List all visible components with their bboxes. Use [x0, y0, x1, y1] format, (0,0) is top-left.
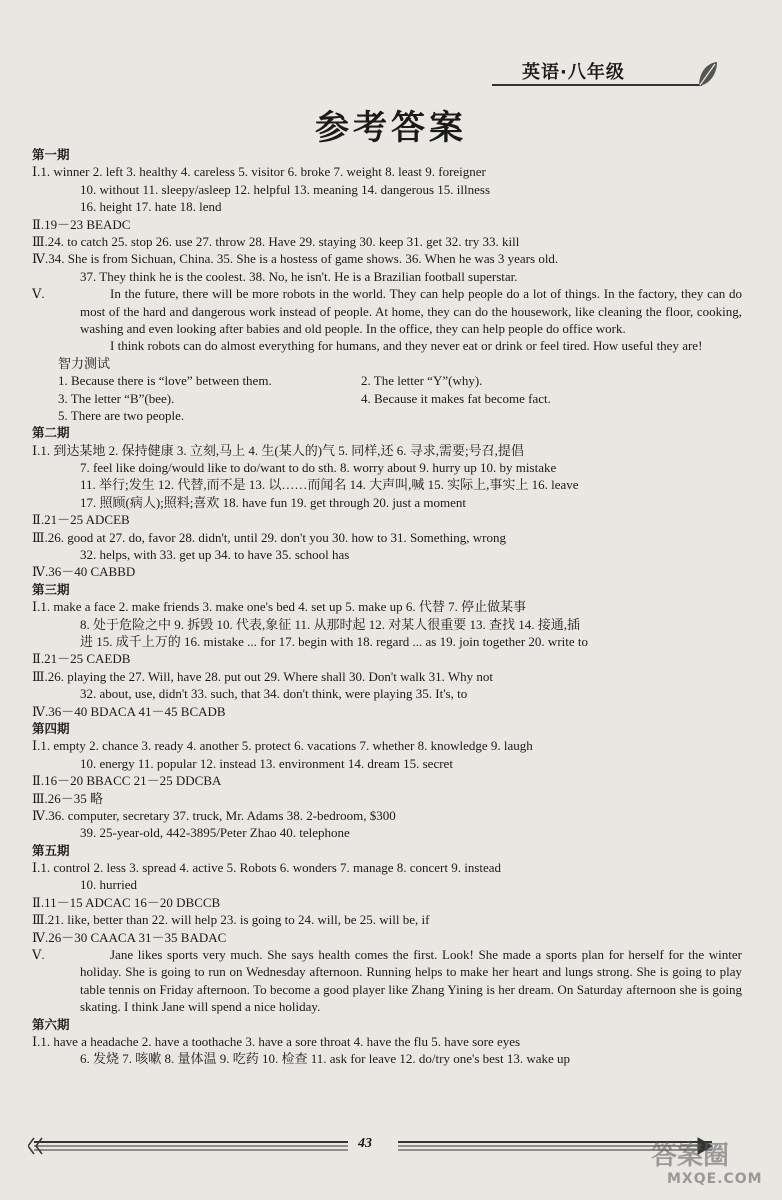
answer-line: Ⅱ.21－25 ADCEB: [32, 512, 130, 528]
quiz-row: [32, 407, 742, 424]
answer-line: Ⅱ.21－25 CAEDB: [32, 651, 131, 667]
quiz-answer: [361, 407, 741, 424]
watermark-text: 答案圈: [651, 1141, 730, 1171]
page-footer: [28, 1132, 718, 1162]
answer-line: 10. energy 11. popular 12. instead 13. environment 14. dream 15. secret: [80, 755, 453, 771]
quiz-answer: 1. Because there is “love” between them.: [58, 373, 272, 389]
quiz-row: [32, 390, 742, 407]
answer-line: Ⅲ.26－35 略: [32, 790, 104, 806]
quiz-answer: 3. The letter “B”(bee).: [58, 390, 175, 406]
answer-line: Ⅲ.26. good at 27. do, favor 28. didn't, until 29. don't you 30. how to 31. Something, wrong: [32, 529, 507, 545]
answer-line: Ⅰ.1. control 2. less 3. spread 4. active 5. Robots 6. wonders 7. manage 8. concert 9. instead: [32, 860, 502, 876]
answer-line: 17. 照顾(病人);照料;喜欢 18. have fun 19. get through 20. just a moment: [80, 494, 466, 510]
quiz-answer: 4. Because it makes fat become fact.: [361, 390, 551, 406]
answer-line: Ⅱ.16－20 BBACC 21－25 DDCBA: [32, 773, 222, 789]
quiz-subheading: 智力测试: [58, 355, 111, 371]
answer-line: Ⅰ.1. winner 2. left 3. healthy 4. careless 5. visitor 6. broke 7. weight 8. least 9. foreigner: [32, 164, 486, 180]
answer-line: Ⅳ.26－30 CAACA 31－35 BADAC: [32, 929, 227, 945]
answer-line: Ⅳ.36. computer, secretary 37. truck, Mr. Adams 38. 2-bedroom, $300: [32, 807, 396, 823]
essay-block: [32, 285, 742, 355]
answer-line: 32. helps, with 33. get up 34. to have 35. school has: [80, 547, 350, 563]
answers-content: [32, 146, 742, 1068]
answer-line: Ⅳ.36－40 CABBD: [32, 564, 136, 580]
answer-line: Ⅰ.1. 到达某地 2. 保持健康 3. 立刻,马上 4. 生(某人的)气 5. 同样,还 6. 寻求,需要;号召,提倡: [32, 442, 524, 458]
section-heading: 第三期: [32, 581, 70, 597]
answer-line: 6. 发烧 7. 咳嗽 8. 量体温 9. 吃药 10. 检查 11. ask for leave 12. do/try one's best 13. wake up: [80, 1051, 571, 1067]
answer-line: 进 15. 成千上万的 16. mistake ... for 17. begin with 18. regard ... as 19. join together 20. write to: [80, 634, 589, 649]
essay-paragraph: In the future, there will be more robots in the world. They can help people do a lot of things. In the factory, they can do most of the hard and dangerous work instead of people. At home, they can do the housework, like cleaning the floor, cooking, washing and even looking after babies and old people. In the office, they can help people do office work.: [80, 286, 742, 336]
header-rule: [492, 84, 702, 86]
essay-label: Ⅴ.: [32, 286, 45, 302]
answer-line: Ⅰ.1. empty 2. chance 3. ready 4. another 5. protect 6. vacations 7. whether 8. knowledge 9. laugh: [32, 738, 533, 754]
quiz-answer: 5. There are two people.: [58, 407, 185, 423]
essay-block: [32, 946, 742, 1016]
section-heading: 第一期: [32, 147, 70, 162]
page-title: 参考答案: [315, 108, 467, 148]
answer-line: 8. 处于危险之中 9. 拆毁 10. 代表,象征 11. 从那时起 12. 对某人很重要 13. 查找 14. 接通,插: [80, 616, 581, 632]
answer-line: Ⅱ.19－23 BEADC: [32, 216, 131, 232]
answer-line: Ⅲ.26. playing the 27. Will, have 28. put out 29. Where shall 30. Don't walk 31. Why not: [32, 668, 493, 684]
answer-line: 16. height 17. hate 18. lend: [80, 199, 222, 215]
answer-line: Ⅲ.21. like, better than 22. will help 23. is going to 24. will, be 25. will be, if: [32, 912, 430, 928]
answer-line: Ⅱ.11－15 ADCAC 16－20 DBCCB: [32, 894, 221, 910]
section-heading: 第二期: [32, 425, 70, 441]
answer-line: 32. about, use, didn't 33. such, that 34. don't think, were playing 35. It's, to: [80, 686, 468, 702]
leaf-ornament-icon: [697, 60, 719, 88]
section-heading: 第四期: [32, 720, 70, 736]
answer-line: 11. 举行;发生 12. 代替,而不是 13. 以……而闻名 14. 大声叫,喊 15. 实际上,事实上 16. leave: [80, 477, 579, 493]
essay-paragraph: Jane likes sports very much. She says health comes the first. Look! She made a sports plan for herself for the winter holiday. She is going to run on Wednesday afternoon. Running helps to make her heart and lungs strong. She is going to play table tennis on Friday afternoon. To become a good player like Zhang Yining is her dream. On Saturday afternoon she is going skating. I think Jane will spend a nice holiday.: [80, 947, 742, 1015]
watermark-domain: MXQE.COM: [667, 1171, 763, 1187]
section-heading: 第六期: [32, 1016, 70, 1032]
answer-line: Ⅰ.1. have a headache 2. have a toothache 3. have a sore throat 4. have the flu 5. have sore eyes: [32, 1034, 521, 1050]
quiz-row: [32, 372, 742, 389]
answer-line: 10. without 11. sleepy/asleep 12. helpful 13. meaning 14. dangerous 15. illness: [80, 181, 491, 197]
subject-grade-label: 英语·八年级: [522, 62, 625, 83]
answer-line: 39. 25-year-old, 442-3895/Peter Zhao 40. telephone: [80, 825, 350, 841]
answer-line: Ⅳ.36－40 BDACA 41－45 BCADB: [32, 703, 226, 719]
essay-label: Ⅴ.: [32, 947, 45, 963]
answer-line: Ⅳ.34. She is from Sichuan, China. 35. She is a hostess of game shows. 36. When he was 3 years old.: [32, 251, 559, 267]
page-header: [492, 58, 722, 88]
answer-line: 37. They think he is the coolest. 38. No, he isn't. He is a Brazilian football superstar.: [80, 268, 518, 284]
essay-paragraph: I think robots can do almost everything for humans, and they never eat or drink or feel tired. How useful they are!: [110, 338, 703, 354]
quiz-answer: 2. The letter “Y”(why).: [361, 373, 483, 389]
arrow-ornament-icon: [28, 1132, 718, 1162]
section-heading: 第五期: [32, 842, 70, 858]
answer-line: 7. feel like doing/would like to do/want to do sth. 8. worry about 9. hurry up 10. by mistake: [80, 460, 557, 476]
answer-line: 10. hurried: [80, 877, 138, 893]
site-watermark: [645, 1135, 775, 1195]
answer-line: Ⅲ.24. to catch 25. stop 26. use 27. throw 28. Have 29. staying 30. keep 31. get 32. try 33. kill: [32, 233, 520, 249]
answer-line: Ⅰ.1. make a face 2. make friends 3. make one's bed 4. set up 5. make up 6. 代替 7. 停止做某事: [32, 599, 527, 615]
page-number: 43: [358, 1136, 372, 1151]
